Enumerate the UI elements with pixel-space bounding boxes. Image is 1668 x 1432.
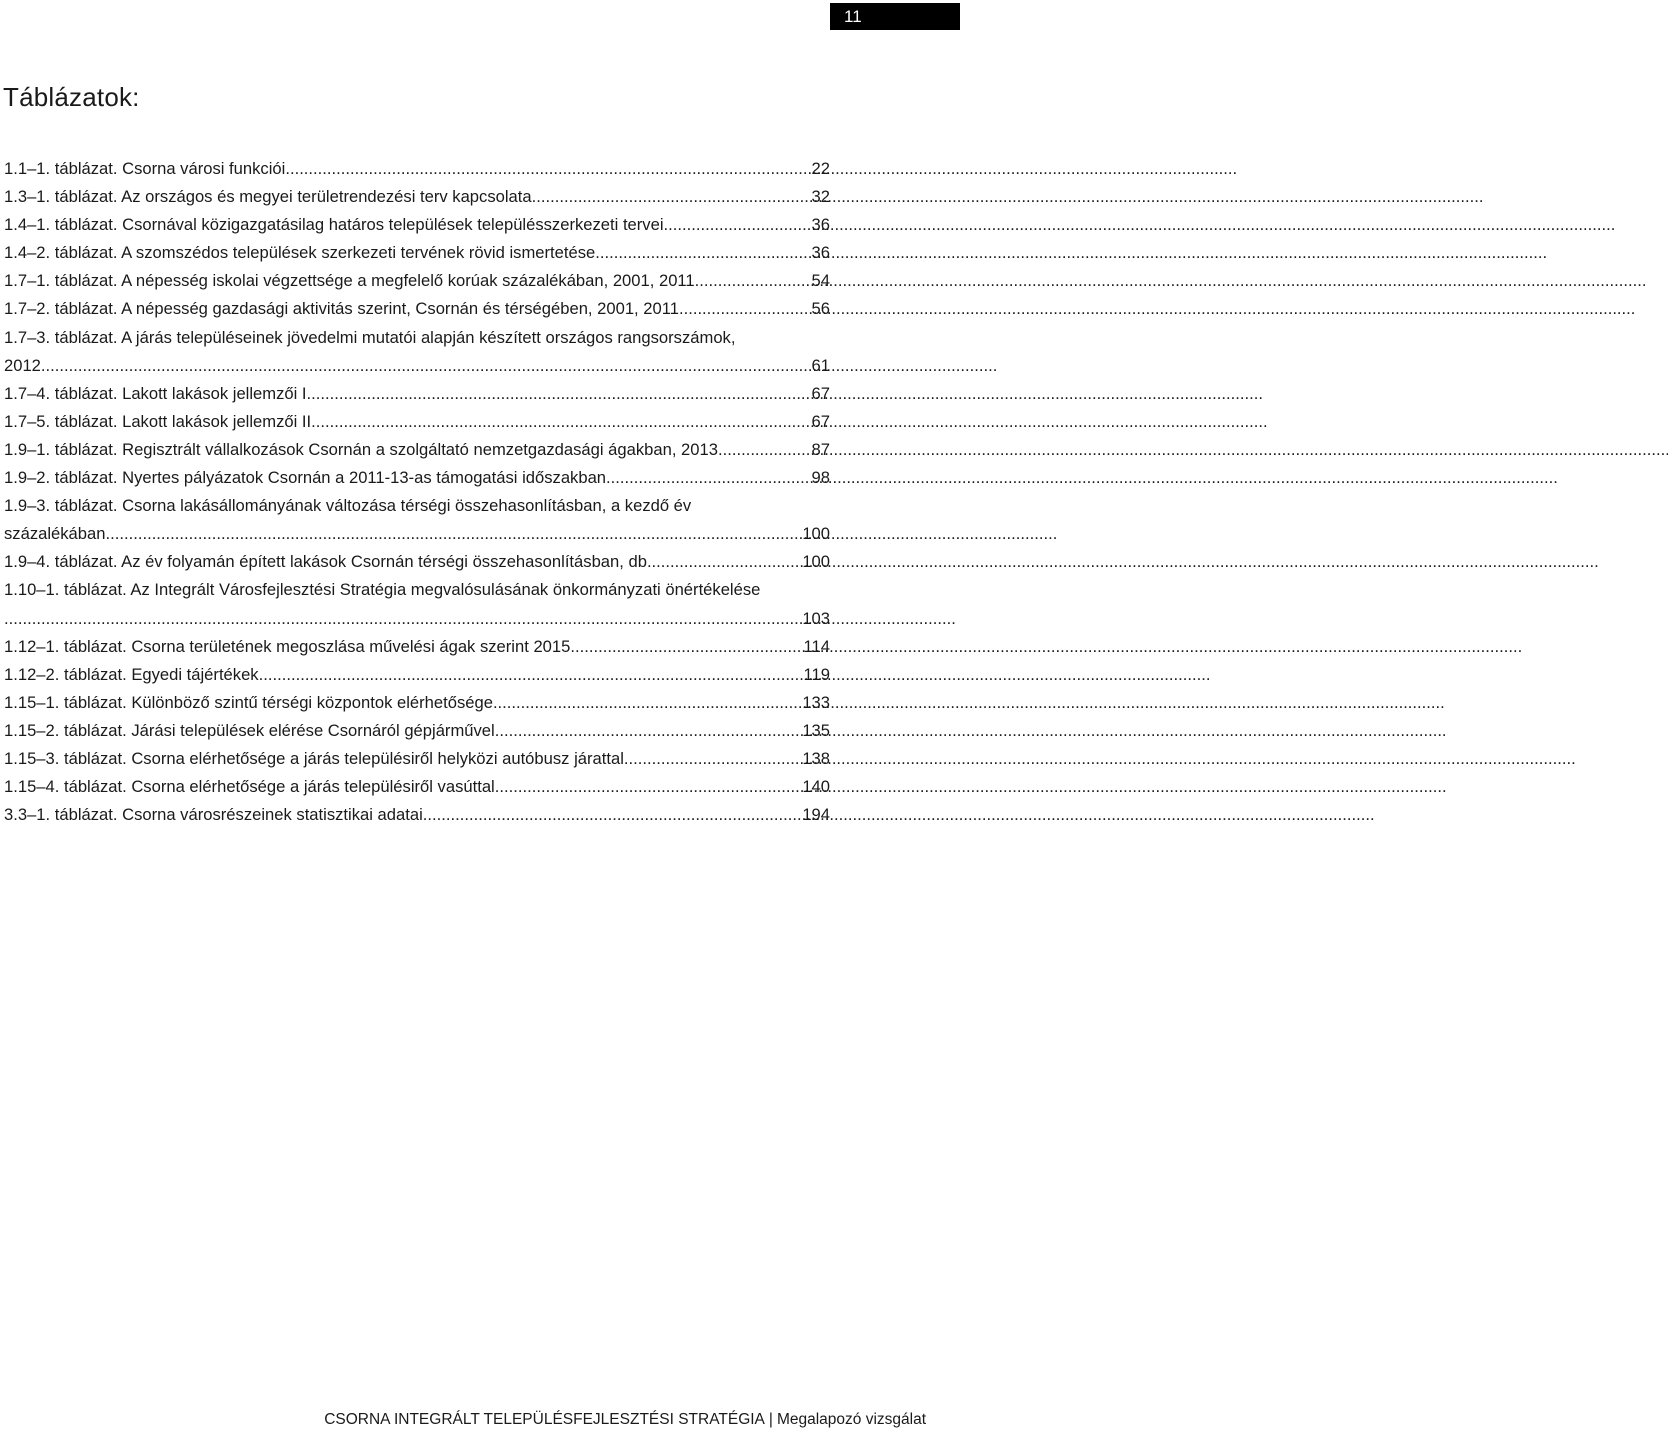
toc-dot-leader (423, 801, 799, 829)
toc-entry[interactable] (4, 380, 830, 408)
toc-entry-page: 61 (811, 355, 830, 375)
toc-entry-page: 22 (811, 159, 830, 178)
toc-entry-page: 67 (811, 383, 830, 403)
toc-dot-leader (606, 464, 807, 492)
footer-subtitle: Megalapozó vizsgálat (776, 1411, 926, 1428)
toc-entry[interactable] (4, 408, 830, 436)
toc-entry[interactable] (4, 773, 830, 801)
toc-entry[interactable] (4, 464, 830, 492)
toc-entry-label: 1.15–2. táblázat. Járási települések elérése Csornáról gépjárművel (4, 720, 495, 740)
toc-entry-page: 56 (811, 299, 830, 319)
toc-entry-page: 133 (802, 692, 830, 712)
toc-entry[interactable] (4, 745, 830, 773)
toc-entry-page: 140 (802, 777, 830, 797)
toc-dot-leader (311, 380, 807, 408)
toc-entry[interactable] (4, 689, 830, 717)
toc-entry[interactable] (4, 183, 830, 211)
toc-entry-label: 1.15–3. táblázat. Csorna elérhetősége a járás településiről helyközi autóbusz járattal (4, 748, 624, 768)
toc-entry-page: 194 (802, 805, 830, 825)
toc-entry-page: 87 (811, 439, 830, 459)
toc-entry[interactable] (4, 352, 830, 380)
toc-dot-leader (664, 211, 808, 239)
toc-dot-leader (624, 745, 798, 773)
toc-entry[interactable] (4, 211, 830, 239)
toc-dot-leader (570, 633, 799, 661)
toc-entry-page: 32 (811, 187, 830, 207)
toc-entry-label: 1.12–1. táblázat. Csorna területének megoszlása művelési ágak szerint 2015 (4, 636, 571, 656)
toc-entry-page: 119 (803, 664, 830, 684)
toc-entry-label-continued: százalékában (4, 524, 106, 544)
toc-dot-leader (316, 408, 808, 436)
toc-dot-leader (105, 520, 798, 548)
toc-entry[interactable] (4, 155, 830, 183)
toc-entry-page: 100 (802, 552, 830, 572)
toc-entry[interactable] (4, 267, 830, 295)
toc-dot-leader (46, 352, 808, 380)
toc-entry[interactable] (4, 324, 830, 352)
toc-dot-leader (259, 661, 800, 689)
toc-entry-label-continued: 2012. (4, 355, 46, 375)
table-of-tables (4, 155, 830, 829)
toc-dot-leader (595, 239, 807, 267)
toc-dot-leader (493, 689, 798, 717)
toc-entry-label: 1.7–4. táblázat. Lakott lakások jellemzői I. (4, 383, 312, 403)
toc-dot-leader (718, 436, 808, 464)
toc-entry-label: 1.3–1. táblázat. Az országos és megyei területrendezési terv kapcsolata (4, 187, 532, 207)
footer-title: CSORNA INTEGRÁLT TELEPÜLÉSFEJLESZTÉSI STRATÉGIA (324, 1411, 765, 1428)
toc-entry-label: 1.9–4. táblázat. Az év folyamán épített lakások Csornán térségi összehasonlításban, db (4, 552, 647, 572)
toc-entry-label: 3.3–1. táblázat. Csorna városrészeinek statisztikai adatai (4, 805, 423, 825)
toc-entry-label: 1.1–1. táblázat. Csorna városi funkciói (4, 159, 286, 178)
toc-dot-leader (532, 183, 808, 211)
toc-entry-label: 1.10–1. táblázat. Az Integrált Városfejlesztési Stratégia megvalósulásának önkormányzati önértékelése (4, 580, 761, 600)
toc-entry-label: 1.7–1. táblázat. A népesség iskolai végzettsége a megfelelő korúak százalékában, 2001, 2011 (4, 271, 695, 291)
toc-entry-label: 1.9–2. táblázat. Nyertes pályázatok Csornán a 2011-13-as támogatási időszakban (4, 468, 607, 488)
toc-dot-leader (684, 295, 808, 323)
toc-entry-label: 1.9–1. táblázat. Regisztrált vállalkozások Csornán a szolgáltató nemzetgazdasági ágakban, 2013 (4, 439, 718, 459)
toc-dot-leader (495, 717, 799, 745)
toc-entry-page: 54 (811, 271, 830, 291)
toc-entry-label: 1.4–2. táblázat. A szomszédos települések szerkezeti tervének rövid ismertetése (4, 243, 596, 263)
toc-entry-page: 36 (811, 215, 830, 235)
toc-entry-page: 138 (802, 748, 830, 768)
toc-entry-page: 103 (802, 608, 830, 628)
page-heading: Táblázatok: (3, 82, 140, 112)
toc-entry-label: 1.9–3. táblázat. Csorna lakásállományának változása térségi összehasonlításban, a kezdő év (4, 496, 692, 516)
toc-entry-label: 1.4–1. táblázat. Csornával közigazgatásilag határos települések településszerkezeti tervei (4, 215, 664, 235)
toc-entry-page: 98 (811, 468, 830, 488)
toc-entry[interactable] (4, 436, 830, 464)
toc-entry-label: 1.7–2. táblázat. A népesség gazdasági aktivitás szerint, Csornán és térségében, 2001, 2011. (4, 299, 684, 319)
toc-entry-page: 135 (802, 720, 830, 740)
toc-entry[interactable] (4, 239, 830, 267)
toc-entry[interactable] (4, 548, 830, 576)
toc-entry[interactable] (4, 295, 830, 323)
toc-entry[interactable] (4, 633, 830, 661)
toc-entry-label: 1.15–1. táblázat. Különböző szintű térségi központok elérhetősége (4, 692, 493, 712)
toc-entry[interactable] (4, 520, 830, 548)
toc-dot-leader (647, 548, 798, 576)
toc-entry[interactable] (4, 576, 830, 604)
toc-entry[interactable] (4, 605, 830, 633)
toc-entry-label: 1.7–3. táblázat. A járás településeinek jövedelmi mutatói alapján készített országos rangsorszámok, (4, 327, 736, 347)
toc-entry-label: 1.15–4. táblázat. Csorna elérhetősége a járás településiről vasúttal (4, 777, 495, 797)
page-footer (324, 1411, 926, 1429)
toc-entry-label: 1.7–5. táblázat. Lakott lakások jellemzői II. (4, 411, 316, 431)
toc-entry-page: 67 (811, 411, 830, 431)
toc-dot-leader (285, 155, 807, 183)
toc-entry-page: 114 (803, 636, 830, 656)
toc-dot-leader (495, 773, 799, 801)
toc-entry[interactable] (4, 717, 830, 745)
page-number: 11 (830, 3, 960, 30)
toc-entry-label: 1.12–2. táblázat. Egyedi tájértékek (4, 664, 259, 684)
toc-entry[interactable] (4, 661, 830, 689)
toc-dot-leader (4, 605, 798, 633)
toc-entry-page: 36 (811, 243, 830, 263)
toc-entry-page: 100 (802, 524, 830, 544)
toc-entry[interactable] (4, 801, 830, 829)
footer-separator: | (768, 1411, 773, 1428)
toc-dot-leader (695, 267, 808, 295)
toc-entry[interactable] (4, 492, 830, 520)
